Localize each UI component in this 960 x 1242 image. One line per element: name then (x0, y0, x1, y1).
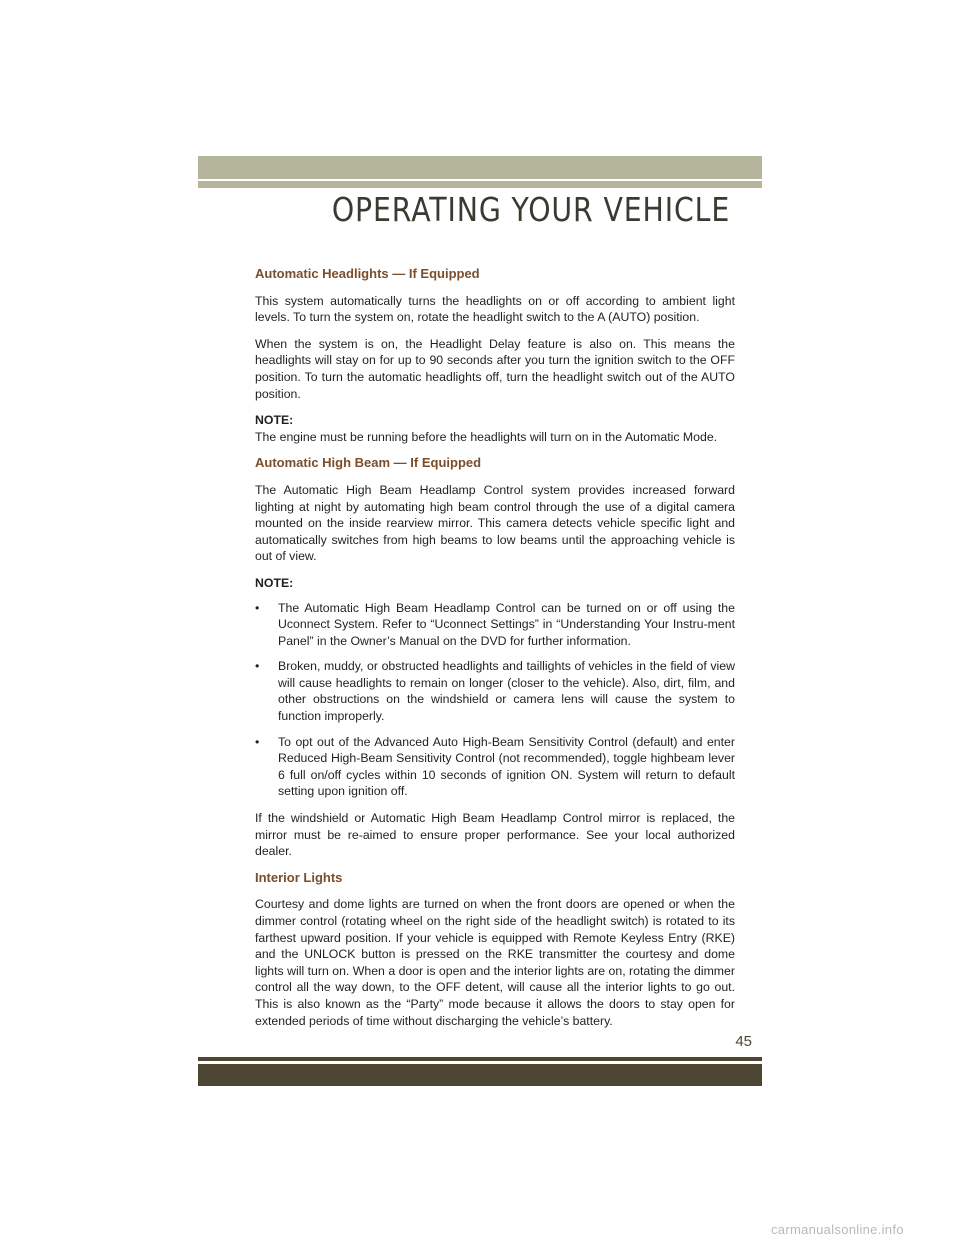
note-bullet-list (255, 600, 735, 801)
page-content (255, 266, 735, 1039)
heading-automatic-headlights: Automatic Headlights — If Equipped (255, 266, 480, 281)
header-band-thin (198, 181, 762, 188)
paragraph: This system automatically turns the headlights on or off according to ambient light levels. To turn the system on, rotate the headlight switch to the A (AUTO) position. (255, 293, 735, 325)
list-item-text: The Automatic High Beam Headlamp Control can be turned on or off using the Uconnect System. Refer to “Uconnect Settings” in “Understanding Your Instru-ment Panel” in the Owner’s Manual on the DVD for further information. (278, 600, 735, 648)
footer-band (198, 1064, 762, 1086)
paragraph: When the system is on, the Headlight Delay feature is also on. This means the headlights will stay on for up to 90 seconds after you turn the ignition switch to the OFF position. To turn the automatic headlights off, turn the headlight switch out of the AUTO position. (255, 336, 735, 401)
heading-automatic-high-beam: Automatic High Beam — If Equipped (255, 455, 482, 471)
note-text: The engine must be running before the headlights will turn on in the Automatic Mode. (255, 429, 718, 444)
list-item-text: Broken, muddy, or obstructed headlights and taillights of vehicles in the field of view will cause headlights to remain on longer (closer to the vehicle). Also, dirt, film, and other obstructions on the windshield or camera lens will cause the system to function improperly. (278, 659, 735, 724)
bullet-icon: • (255, 600, 260, 615)
bullet-icon: • (255, 659, 260, 674)
list-item (255, 600, 735, 650)
heading-interior-lights: Interior Lights (255, 869, 343, 885)
paragraph: The Automatic High Beam Headlamp Control system provides increased forward lighting at night by automating high beam control through the use of a digital camera mounted on the inside rearview mirror. This camera detects vehicle specific light and automatically switches from high beams to low beams until the approaching vehicle is out of view. (255, 482, 735, 564)
footer-band-thin (198, 1057, 762, 1061)
note-label: NOTE: (255, 575, 294, 590)
note-label: NOTE: (255, 413, 294, 428)
watermark: carmanualsonline.info (771, 1222, 904, 1237)
paragraph: If the windshield or Automatic High Beam Headlamp Control mirror is replaced, the mirror must be re-aimed to ensure proper performance. See your local authorized dealer. (255, 811, 735, 859)
list-item-text: To opt out of the Advanced Auto High-Beam Sensitivity Control (default) and enter Reduced High-Beam Sensitivity Control (not recommended), toggle highbeam lever 6 full on/off cycles within 10 seconds of ignition ON. System will return to default setting upon ignition off. (278, 734, 735, 799)
bullet-icon: • (255, 734, 260, 749)
header-band (198, 156, 762, 179)
page-number: 45 (735, 1033, 752, 1050)
list-item (255, 658, 735, 724)
paragraph: Courtesy and dome lights are turned on when the front doors are opened or when the dimmer control (rotating wheel on the right side of the headlight switch) is rotated to its farthest upward position. If your vehicle is equipped with Remote Keyless Entry (RKE) and the UNLOCK button is pressed on the RKE transmitter the courtesy and dome lights will turn on. When a door is open and the interior lights are on, rotating the dimmer control all the way down, to the OFF detent, will cause all the interior lights to go out. This is also known as the “Party” mode because it allows the doors to stay open for extended periods of time without discharging the vehicle’s battery. (255, 897, 735, 1028)
list-item (255, 734, 735, 800)
section-title: OPERATING YOUR VEHICLE (331, 190, 730, 229)
